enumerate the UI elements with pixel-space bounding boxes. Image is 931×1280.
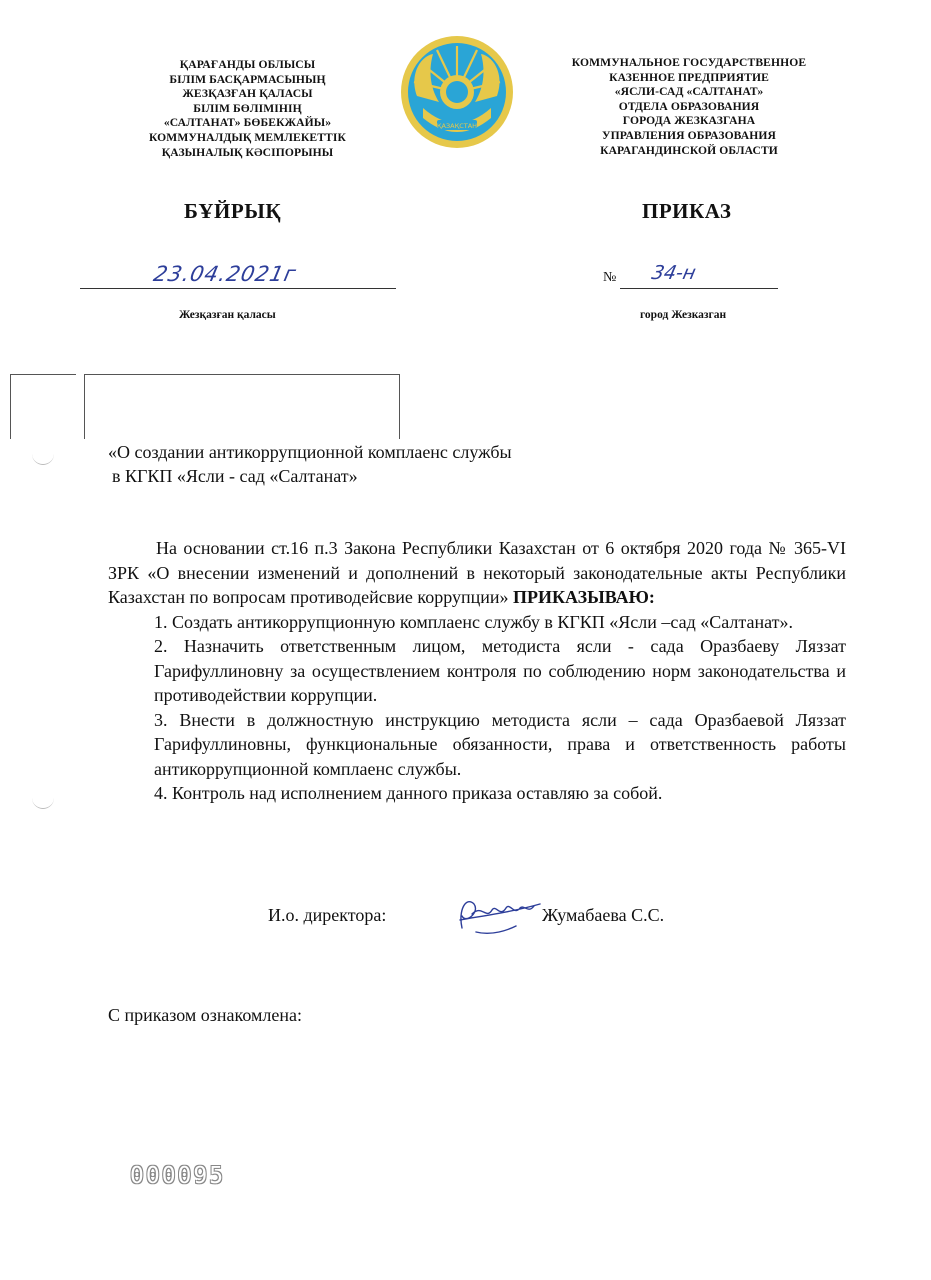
punch-hole-mark bbox=[32, 796, 54, 809]
header-ru-line: КАЗЕННОЕ ПРЕДПРИЯТИЕ bbox=[609, 70, 769, 84]
kazakhstan-state-emblem-icon bbox=[399, 34, 515, 150]
city-russian: город Жезказган bbox=[640, 309, 727, 321]
header-kazakh bbox=[120, 58, 375, 160]
order-item: 4. Контроль над исполнением данного приказа оставляю за собой. bbox=[154, 783, 663, 803]
order-item: 2. Назначить ответственным лицом, методиста ясли - сада Оразбаеву Ляззат Гарифуллиновну за осуществлением контроля по соблюдению норм законодательства и противодействии коррупции. bbox=[154, 636, 846, 705]
order-title-russian: ПРИКАЗ bbox=[642, 199, 732, 223]
header-ru-line: ОТДЕЛА ОБРАЗОВАНИЯ bbox=[618, 99, 760, 113]
header-kz-line: БІЛІМ БАСҚАРМАСЫНЫҢ bbox=[169, 72, 326, 86]
order-item: 3. Внести в должностную инструкцию методиста ясли – сада Оразбаевой Ляззат Гарифуллиновны, функциональные обязанности, права и ответственность работы антикоррупционной комплаенс службы. bbox=[154, 709, 846, 779]
header-kz-line: КОММУНАЛДЫҚ МЕМЛЕКЕТТІК bbox=[148, 130, 347, 144]
handwritten-signature-icon bbox=[452, 890, 544, 942]
header-ru-line: УПРАВЛЕНИЯ ОБРАЗОВАНИЯ bbox=[602, 128, 776, 142]
header-kz-line: БІЛІМ БӨЛІМІНІҢ bbox=[193, 101, 302, 115]
order-item: 1. Создать антикоррупционную комплаенс службу в КГКП «Ясли –сад «Салтанат». bbox=[154, 611, 793, 632]
order-title-kazakh: БҰЙРЫҚ bbox=[184, 199, 282, 223]
order-number: 34-н bbox=[649, 262, 698, 284]
header-russian bbox=[548, 56, 830, 158]
header-ru-line: ГОРОДА ЖЕЗКАЗГАНА bbox=[622, 114, 756, 128]
frame-mark bbox=[84, 374, 400, 439]
header-ru-line: «ЯСЛИ-САД «САЛТАНАТ» bbox=[614, 85, 764, 99]
acknowledgement-label: С приказом ознакомлена: bbox=[108, 1005, 302, 1025]
order-body bbox=[108, 536, 846, 806]
order-word: ПРИКАЗЫВАЮ: bbox=[512, 587, 655, 607]
emblem-text: ҚАЗАҚСТАН bbox=[436, 122, 478, 130]
subject-line: в КГКП «Ясли - сад «Салтанат» bbox=[112, 466, 358, 486]
order-date: 23.04.2021г bbox=[151, 262, 299, 286]
header-kz-line: ҚАРАҒАНДЫ ОБЛЫСЫ bbox=[179, 58, 316, 71]
order-number-prefix: № bbox=[603, 270, 617, 285]
city-kazakh: Жезқазған қаласы bbox=[179, 309, 276, 321]
header-ru-line: КОММУНАЛЬНОЕ ГОСУДАРСТВЕННОЕ bbox=[571, 56, 807, 69]
scan-frame-marks bbox=[10, 374, 400, 438]
document-serial-number: 000095 bbox=[130, 1163, 226, 1189]
preamble-paragraph bbox=[108, 536, 846, 610]
punch-hole-mark bbox=[32, 452, 54, 465]
signatory-name: Жумабаева С.С. bbox=[542, 905, 665, 925]
date-underline bbox=[80, 288, 396, 289]
preamble-text: На основании ст.16 п.3 Закона Республики Казахстан от 6 октября 2020 года № 365-VI ЗРК «О внесении изменений и дополнений в некоторый законодательные акты Республики Казахстан по вопросам противодейсвие коррупции» bbox=[108, 538, 846, 607]
subject-line: «О создании антикоррупционной комплаенс службы bbox=[108, 442, 512, 462]
header-ru-line: КАРАГАНДИНСКОЙ ОБЛАСТИ bbox=[600, 143, 778, 157]
header-kz-line: ҚАЗЫНАЛЫҚ КӘСІПОРЫНЫ bbox=[161, 145, 334, 159]
order-subject bbox=[108, 440, 512, 488]
header-kz-line: «САЛТАНАТ» БӨБЕКЖАЙЫ» bbox=[163, 116, 332, 130]
signatory-title: И.о. директора: bbox=[268, 905, 387, 925]
frame-mark bbox=[10, 374, 76, 439]
number-underline bbox=[620, 288, 778, 289]
header-kz-line: ЖЕЗҚАЗҒАН ҚАЛАСЫ bbox=[182, 87, 313, 101]
